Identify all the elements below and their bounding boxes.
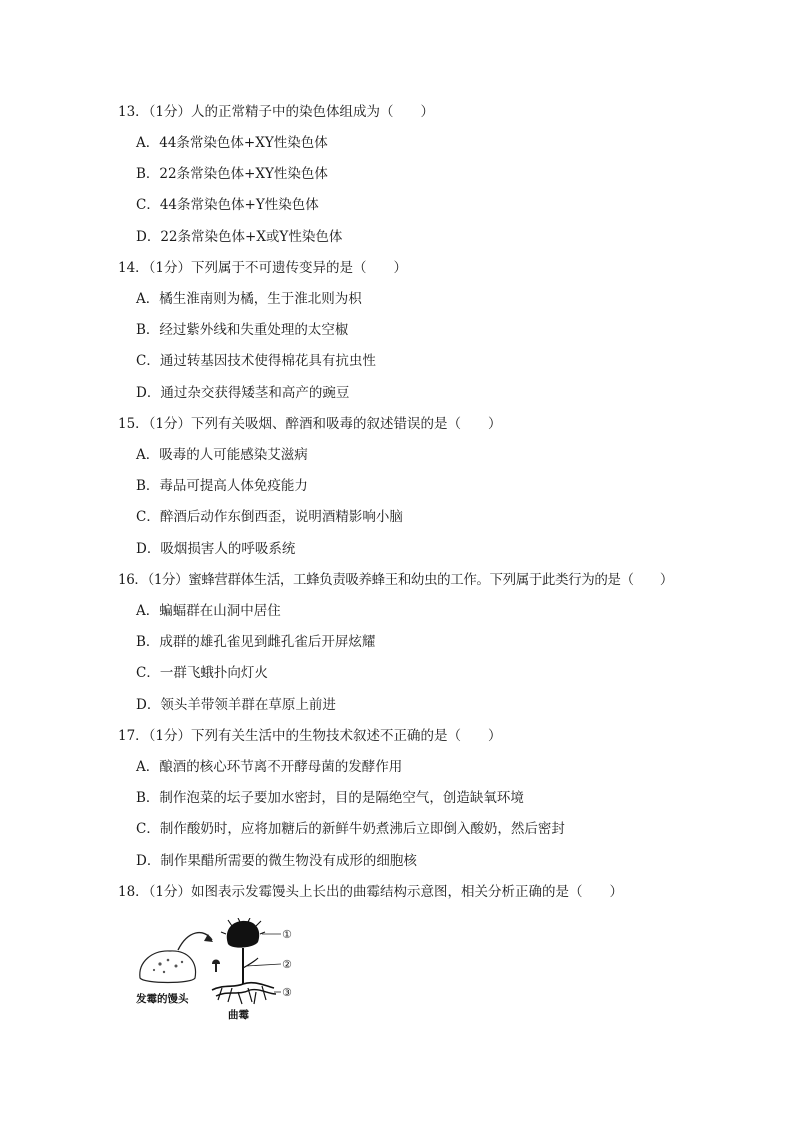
question-16-option-d: D．领头羊带领羊群在草原上前进	[136, 697, 336, 713]
question-14-option-a: A．橘生淮南则为橘，生于淮北则为枳	[136, 291, 362, 307]
question-13-option-b: B．22条常染色体+XY性染色体	[136, 166, 328, 182]
question-14-option-d: D．通过杂交获得矮茎和高产的豌豆	[136, 385, 350, 401]
moldy-bread-caption: 发霉的馒头	[136, 993, 189, 1005]
question-15-stem: 15．（1分）下列有关吸烟、醉酒和吸毒的叙述错误的是（ ）	[118, 416, 502, 432]
question-16-option-b: B．成群的雄孔雀见到雌孔雀后开屏炫耀	[136, 634, 376, 650]
aspergillus-diagram	[132, 918, 302, 1026]
question-14-stem: 14．（1分）下列属于不可遗传变异的是（ ）	[118, 260, 408, 276]
moldy-bread-drawing	[140, 951, 196, 983]
question-14-option-b: B．经过紫外线和失重处理的太空椒	[136, 322, 349, 338]
question-15-option-b: B．毒品可提高人体免疫能力	[136, 478, 308, 494]
question-13-option-c: C．44条常染色体+Y性染色体	[136, 197, 319, 213]
question-18-stem: 18．（1分）如图表示发霉馒头上长出的曲霉结构示意图，相关分析正确的是（ ）	[118, 884, 624, 900]
curved-arrow	[178, 933, 213, 950]
question-15-option-a: A．吸毒的人可能感染艾滋病	[136, 447, 308, 463]
question-15-option-d: D．吸烟损害人的呼吸系统	[136, 541, 296, 557]
question-17-option-d: D．制作果醋所需要的微生物没有成形的细胞核	[136, 853, 417, 869]
question-17-stem: 17．（1分）下列有关生活中的生物技术叙述不正确的是（ ）	[118, 728, 502, 744]
aspergillus-drawing	[212, 918, 276, 1004]
question-17-option-c: C．制作酸奶时，应将加糖后的新鲜牛奶煮沸后立即倒入酸奶，然后密封	[136, 821, 565, 837]
marker-2-label: ②	[282, 958, 292, 971]
marker-3-label: ③	[282, 986, 292, 999]
question-17-option-b: B．制作泡菜的坛子要加水密封，目的是隔绝空气，创造缺氧环境	[136, 790, 524, 806]
small-mold-icon	[212, 960, 220, 973]
question-13-stem: 13．（1分）人的正常精子中的染色体组成为（ ）	[118, 104, 435, 120]
marker-1-label: ①	[282, 928, 292, 941]
aspergillus-figure	[132, 918, 302, 1026]
question-14-option-c: C．通过转基因技术使得棉花具有抗虫性	[136, 353, 376, 369]
aspergillus-caption: 曲霉	[228, 1009, 249, 1021]
question-16-option-c: C．一群飞蛾扑向灯火	[136, 665, 268, 681]
question-13-option-d: D．22条常染色体+X或Y性染色体	[136, 229, 343, 245]
question-16-stem: 16．（1分）蜜蜂营群体生活，工蜂负责吸养蜂王和幼虫的工作。下列属于此类行为的是（ ）	[118, 572, 673, 588]
question-16-option-a: A．蝙蝠群在山洞中居住	[136, 603, 281, 619]
question-15-option-c: C．醉酒后动作东倒西歪，说明酒精影响小脑	[136, 509, 403, 525]
question-13-option-a: A．44条常染色体+XY性染色体	[136, 135, 328, 151]
question-17-option-a: A．酿酒的核心环节离不开酵母菌的发酵作用	[136, 759, 403, 775]
